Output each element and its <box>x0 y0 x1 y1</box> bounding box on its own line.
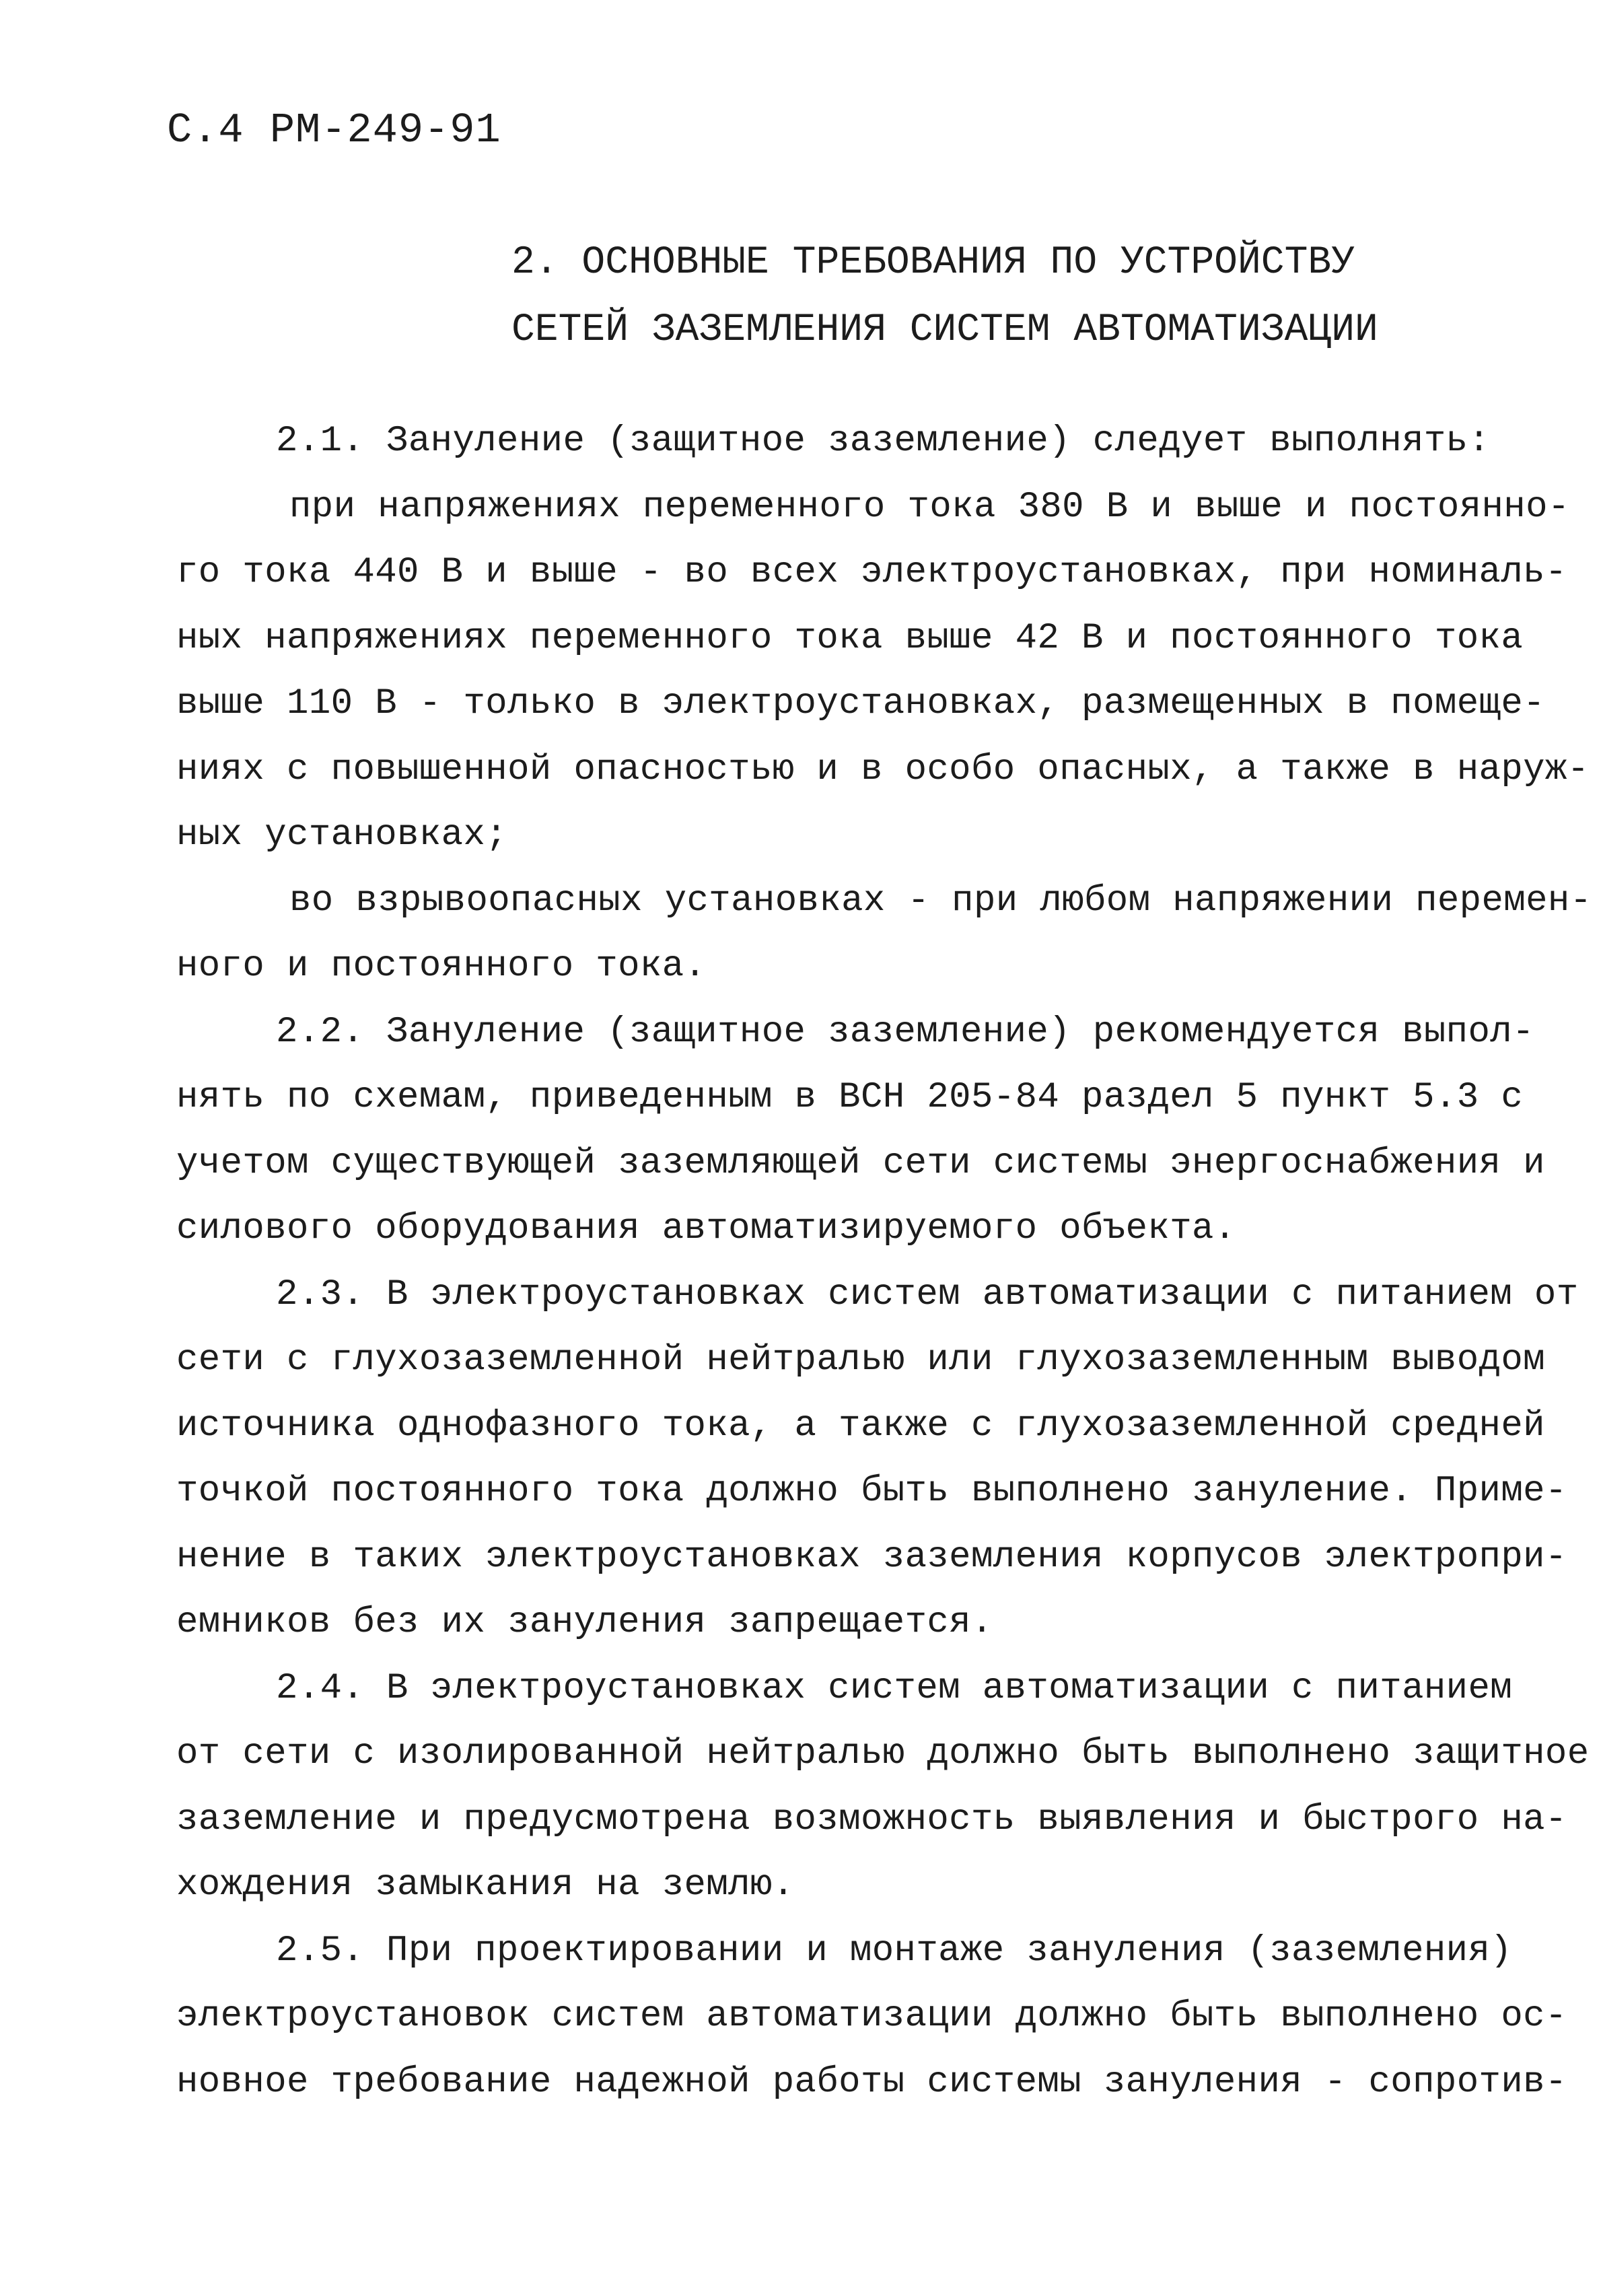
text-line: новное требование надежной работы системы зануления - сопротив- <box>176 2062 1567 2103</box>
text-line: при напряжениях переменного тока 380 В и выше и постоянно- <box>289 487 1570 528</box>
text-line: выше 110 В - только в электроустановках, размещенных в помеще- <box>176 683 1545 724</box>
text-line: 2.4. В электроустановках систем автоматизации с питанием <box>276 1668 1513 1709</box>
text-line: 2.2. Зануление (защитное заземление) рекомендуется выпол- <box>276 1012 1534 1053</box>
text-line: во взрывоопасных установках - при любом напряжении перемен- <box>289 880 1592 921</box>
text-line: емников без их зануления запрещается. <box>176 1602 993 1643</box>
text-line: сети с глухозаземленной нейтралью или глухозаземленным выводом <box>176 1340 1545 1381</box>
page-header: С.4 РМ-249-91 <box>167 106 501 154</box>
section-title-line-1: 2. ОСНОВНЫЕ ТРЕБОВАНИЯ ПО УСТРОЙСТВУ <box>511 241 1355 285</box>
text-line: ниях с повышенной опасностью и в особо опасных, а также в наруж- <box>176 749 1590 790</box>
text-line: ных установках; <box>176 814 508 856</box>
text-line: ного и постоянного тока. <box>176 946 707 987</box>
text-line: заземление и предусмотрена возможность выявления и быстрого на- <box>176 1799 1567 1840</box>
text-line: 2.3. В электроустановках систем автоматизации с питанием от <box>276 1274 1579 1315</box>
text-line: от сети с изолированной нейтралью должно быть выполнено защитное <box>176 1733 1590 1774</box>
text-line: 2.1. Зануление (защитное заземление) следует выполнять: <box>276 421 1491 462</box>
text-line: точкой постоянного тока должно быть выполнено зануление. Приме- <box>176 1471 1567 1512</box>
text-line: нять по схемам, приведенным в ВСН 205-84 раздел 5 пункт 5.3 с <box>176 1077 1524 1118</box>
text-line: силового оборудования автоматизируемого объекта. <box>176 1208 1236 1249</box>
text-line: го тока 440 В и выше - во всех электроустановках, при номиналь- <box>176 552 1567 593</box>
text-line: 2.5. При проектировании и монтаже зануления (заземления) <box>276 1930 1513 1972</box>
text-line: хождения замыкания на землю. <box>176 1865 795 1906</box>
section-title-line-2: СЕТЕЙ ЗАЗЕМЛЕНИЯ СИСТЕМ АВТОМАТИЗАЦИИ <box>511 308 1378 352</box>
text-line: источника однофазного тока, а также с глухозаземленной средней <box>176 1405 1545 1447</box>
text-line: учетом существующей заземляющей сети системы энергоснабжения и <box>176 1143 1545 1184</box>
text-line: ных напряжениях переменного тока выше 42 В и постоянного тока <box>176 618 1524 659</box>
text-line: электроустановок систем автоматизации должно быть выполнено ос- <box>176 1996 1567 2037</box>
text-line: нение в таких электроустановках заземления корпусов электропри- <box>176 1537 1567 1578</box>
